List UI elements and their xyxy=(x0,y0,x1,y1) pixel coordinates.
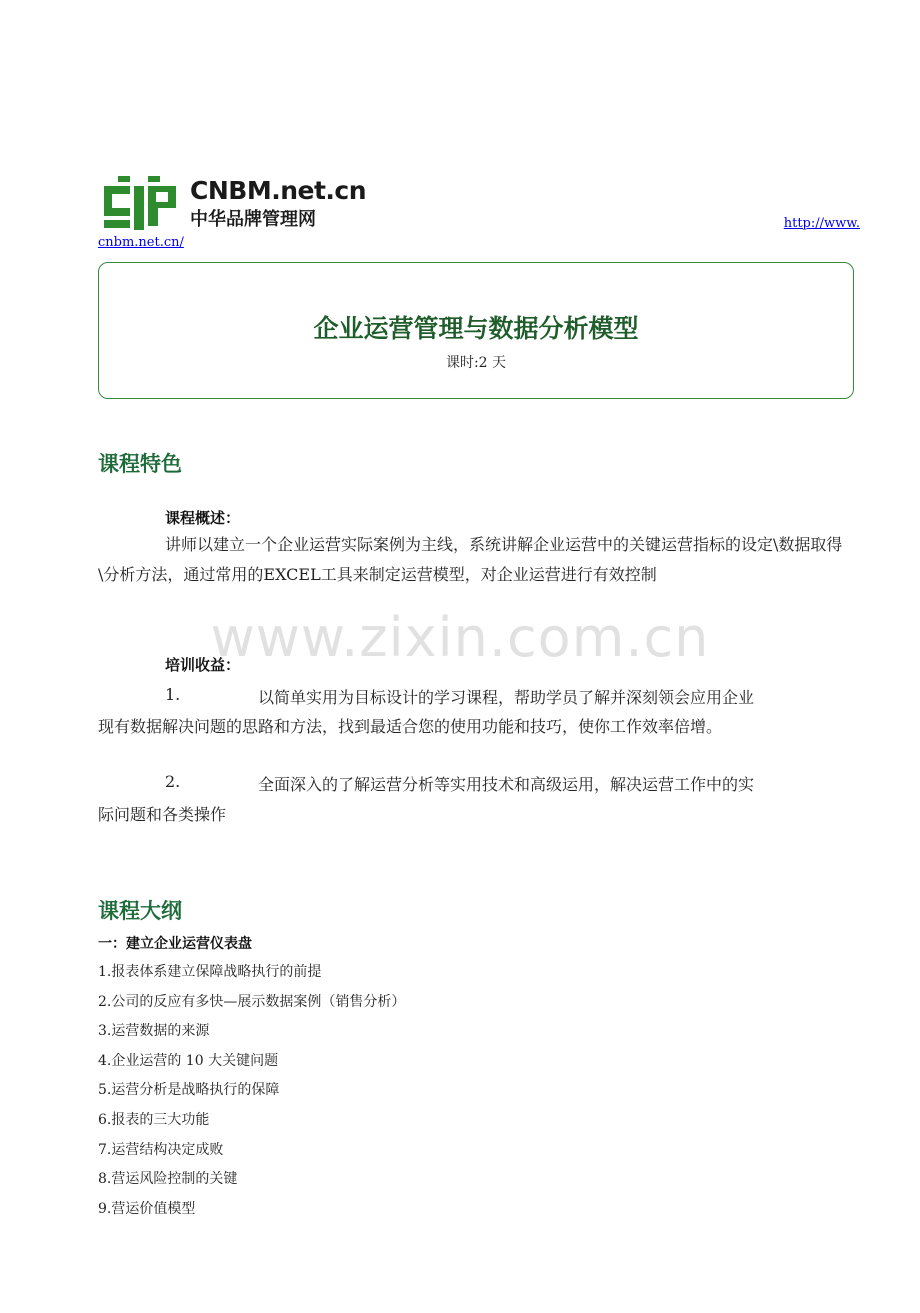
list-item: 2.公司的反应有多快—展示数据案例（销售分析） xyxy=(98,993,406,1010)
overview-text: 讲师以建立一个企业运营实际案例为主线，系统讲解企业运营中的关键运营指标的设定\数据取得\分析方法，通过常用的EXCEL工具来制定运营模型，对企业运营进行有效控制 xyxy=(98,535,843,584)
course-hours: 课时:2 天 xyxy=(445,355,507,371)
list-item: 4.企业运营的 10 大关键问题 xyxy=(98,1052,279,1069)
benefits-label: 培训收益： xyxy=(165,656,241,674)
overview-label: 课程概述： xyxy=(165,509,241,527)
site-link-part2[interactable]: cnbm.net.cn/ xyxy=(98,235,184,250)
features-heading: 课程特色 xyxy=(98,452,182,476)
list-item: 9.营运价值模型 xyxy=(98,1200,196,1217)
logo-chinese-name: 中华品牌管理网 xyxy=(190,209,316,230)
benefit-1-number: 1. xyxy=(165,685,181,704)
list-item: 1.报表体系建立保障战略执行的前提 xyxy=(98,964,322,980)
outline-section-1-list xyxy=(98,959,405,1225)
benefit-2-line2: 际问题和各类操作 xyxy=(98,805,227,824)
brand-logo[interactable] xyxy=(104,176,367,232)
course-title: 企业运营管理与数据分析模型 xyxy=(313,314,639,343)
benefit-2-number: 2. xyxy=(165,772,181,791)
watermark: www.zixin.com.cn xyxy=(210,606,710,669)
cnbm-logo-icon xyxy=(104,176,178,230)
logo-brand-text: CNBM.net.cn xyxy=(190,176,367,205)
outline-heading: 课程大纲 xyxy=(98,899,182,923)
site-link-part1[interactable]: http://www. xyxy=(783,216,860,231)
list-item: 5.运营分析是战略执行的保障 xyxy=(98,1082,280,1099)
list-item: 6.报表的三大功能 xyxy=(98,1111,210,1128)
benefit-2-line1: 全面深入的了解运营分析等实用技术和高级运用，解决运营工作中的实 xyxy=(258,775,755,794)
course-title-box xyxy=(98,262,854,399)
benefit-1-line2: 现有数据解决问题的思路和方法，找到最适合您的使用功能和技巧，使你工作效率倍增。 xyxy=(98,717,723,736)
list-item: 8.营运风险控制的关键 xyxy=(98,1171,238,1188)
list-item: 7.运营结构决定成败 xyxy=(98,1141,224,1158)
outline-section-1-title: 一：建立企业运营仪表盘 xyxy=(98,936,252,952)
benefit-1-line1: 以简单实用为目标设计的学习课程，帮助学员了解并深刻领会应用企业 xyxy=(258,688,755,707)
list-item: 3.运营数据的来源 xyxy=(98,1023,210,1040)
